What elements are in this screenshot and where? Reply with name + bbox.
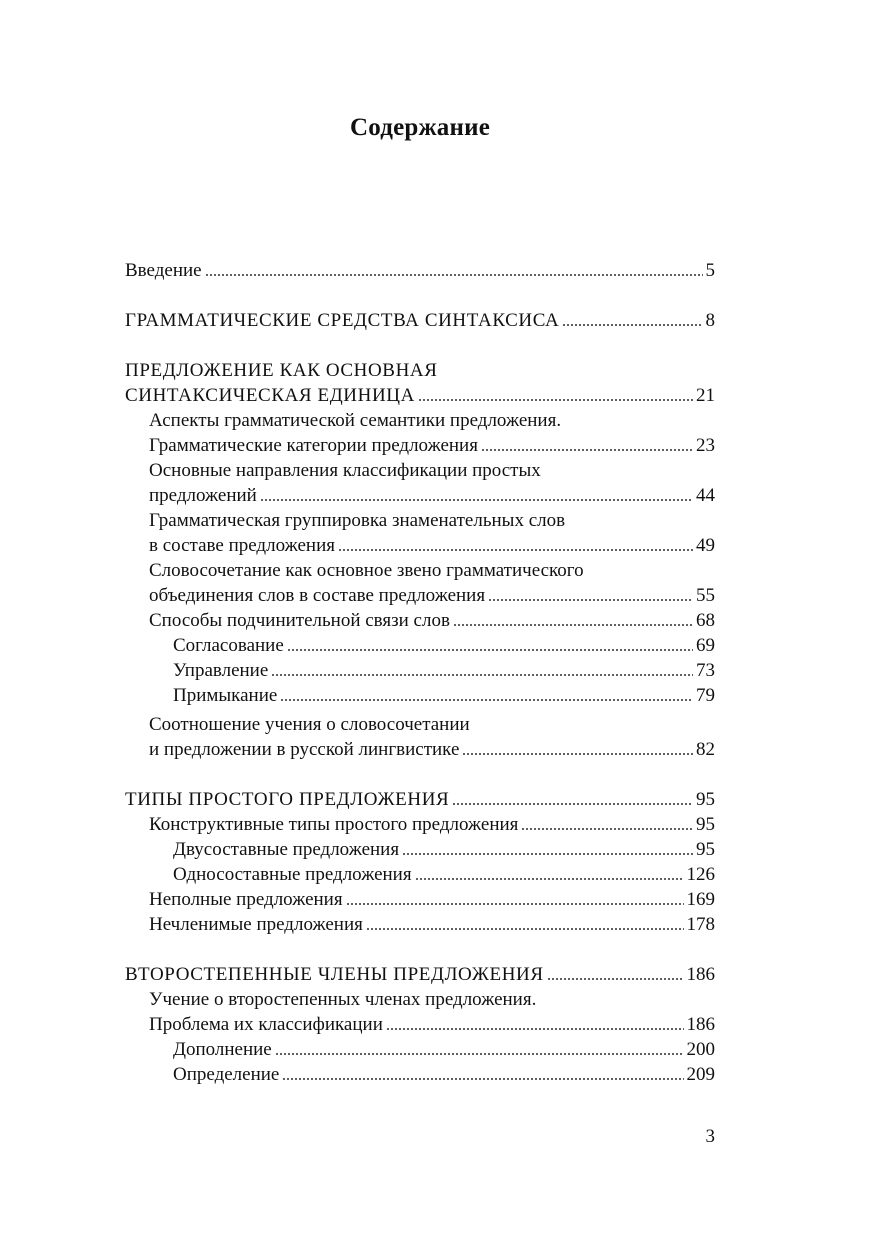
dot-leader — [282, 1077, 683, 1081]
toc-entry-page: 95 — [696, 789, 715, 810]
toc-entry-label: Дополнение — [173, 1039, 272, 1060]
page-title: Содержание — [349, 114, 490, 141]
toc-entry-label: Введение — [125, 260, 202, 281]
dot-leader — [205, 273, 703, 277]
toc-entry-phrase — [125, 583, 715, 608]
toc-entry-two-part — [125, 837, 715, 862]
toc-entry-label: Аспекты грамматической семантики предложения. — [149, 410, 562, 431]
toc-entry-page: 95 — [696, 814, 715, 835]
toc-entry-label: и предложении в русской лингвистике — [149, 739, 460, 760]
toc-entry-page: 69 — [696, 635, 715, 656]
toc-entry-label: Основные направления классификации простых — [149, 460, 541, 481]
toc-entry-sentence — [125, 383, 715, 408]
dot-leader — [346, 902, 684, 906]
toc-entry-intro — [125, 258, 715, 283]
toc-entry-aspects — [125, 433, 715, 458]
toc-entry-page: 68 — [696, 610, 715, 631]
toc-entry-doctrine — [125, 1012, 715, 1037]
dot-leader — [488, 598, 693, 602]
toc-entry-incomplete — [125, 887, 715, 912]
dot-leader — [386, 1027, 684, 1031]
toc-entry-label: Соотношение учения о словосочетании — [149, 714, 470, 735]
dot-leader — [452, 802, 693, 806]
dot-leader — [415, 877, 684, 881]
toc-entry-label: Двусоставные предложения — [173, 839, 400, 860]
toc-entry-grammar — [125, 308, 715, 333]
toc-entry-government — [125, 658, 715, 683]
toc-entry-page: 82 — [696, 739, 715, 760]
dot-leader — [366, 927, 684, 931]
page-number: 3 — [705, 1126, 715, 1147]
toc-entry-label: Согласование — [173, 635, 284, 656]
dot-leader — [418, 398, 693, 402]
toc-entry-one-part — [125, 862, 715, 887]
dot-leader — [521, 827, 693, 831]
toc-entry-page: 23 — [696, 435, 715, 456]
toc-entry-page: 126 — [686, 864, 715, 885]
toc-entry-constructive — [125, 812, 715, 837]
dot-leader — [338, 548, 693, 552]
toc-entry-label: Нечленимые предложения — [149, 914, 363, 935]
toc-entry-directions — [125, 483, 715, 508]
dot-leader — [562, 323, 702, 327]
dot-leader — [271, 673, 693, 677]
toc-entry-subordination — [125, 608, 715, 633]
toc-entry-label: объединения слов в составе предложения — [149, 585, 486, 606]
toc-entry-label: Грамматическая группировка знаменательных слов — [149, 510, 566, 531]
toc-entry-label: Односоставные предложения — [173, 864, 412, 885]
toc-entry-page: 8 — [705, 310, 715, 331]
toc-entry-indivisible — [125, 912, 715, 937]
dot-leader — [481, 448, 693, 452]
toc-entry-page: 200 — [686, 1039, 715, 1060]
toc-entry-agreement — [125, 633, 715, 658]
toc-entry-secondary — [125, 962, 715, 987]
toc-entry-label: ТИПЫ ПРОСТОГО ПРЕДЛОЖЕНИЯ — [125, 789, 450, 810]
toc-entry-page: 44 — [696, 485, 715, 506]
toc-entry-page: 186 — [686, 1014, 715, 1035]
toc-entry-label: СИНТАКСИЧЕСКАЯ ЕДИНИЦА — [125, 385, 415, 406]
toc-entry-correlation — [125, 737, 715, 762]
dot-leader — [453, 623, 693, 627]
dot-leader — [280, 698, 693, 702]
toc-entry-page: 95 — [696, 839, 715, 860]
dot-leader — [462, 752, 693, 756]
toc-entry-label: Словосочетание как основное звено грамматического — [149, 560, 584, 581]
toc-entry-label: Грамматические категории предложения — [149, 435, 478, 456]
dot-leader — [260, 498, 693, 502]
dot-leader — [287, 648, 693, 652]
dot-leader — [547, 977, 684, 981]
toc-entry-label: Определение — [173, 1064, 280, 1085]
toc-entry-attribute — [125, 1062, 715, 1087]
toc-entry-page: 186 — [686, 964, 715, 985]
toc-entry-page: 79 — [696, 685, 715, 706]
toc-entry-label: ПРЕДЛОЖЕНИЕ КАК ОСНОВНАЯ — [125, 360, 438, 381]
toc-entry-page: 5 — [705, 260, 715, 281]
toc-entry-label: ВТОРОСТЕПЕННЫЕ ЧЛЕНЫ ПРЕДЛОЖЕНИЯ — [125, 964, 544, 985]
toc-entry-page: 21 — [696, 385, 715, 406]
toc-entry-label: Учение о второстепенных членах предложения. — [149, 989, 537, 1010]
toc-entry-label: ГРАММАТИЧЕСКИЕ СРЕДСТВА СИНТАКСИСА — [125, 310, 560, 331]
toc-entry-label: Управление — [173, 660, 269, 681]
toc-entry-object — [125, 1037, 715, 1062]
toc-entry-page: 178 — [686, 914, 715, 935]
dot-leader — [275, 1052, 684, 1056]
toc-entry-label: Неполные предложения — [149, 889, 343, 910]
toc-entry-label: Конструктивные типы простого предложения — [149, 814, 519, 835]
toc-entry-grouping — [125, 533, 715, 558]
toc-entry-label: Примыкание — [173, 685, 278, 706]
toc-entry-page: 209 — [686, 1064, 715, 1085]
table-of-contents — [125, 258, 715, 1087]
toc-entry-page: 49 — [696, 535, 715, 556]
dot-leader — [402, 852, 693, 856]
toc-entry-page: 169 — [686, 889, 715, 910]
toc-entry-label: Проблема их классификации — [149, 1014, 383, 1035]
toc-entry-label: Способы подчинительной связи слов — [149, 610, 450, 631]
toc-entry-page: 55 — [696, 585, 715, 606]
toc-entry-adjoining — [125, 683, 715, 708]
toc-entry-simple — [125, 787, 715, 812]
toc-entry-label: в составе предложения — [149, 535, 335, 556]
toc-entry-page: 73 — [696, 660, 715, 681]
toc-entry-label: предложений — [149, 485, 257, 506]
